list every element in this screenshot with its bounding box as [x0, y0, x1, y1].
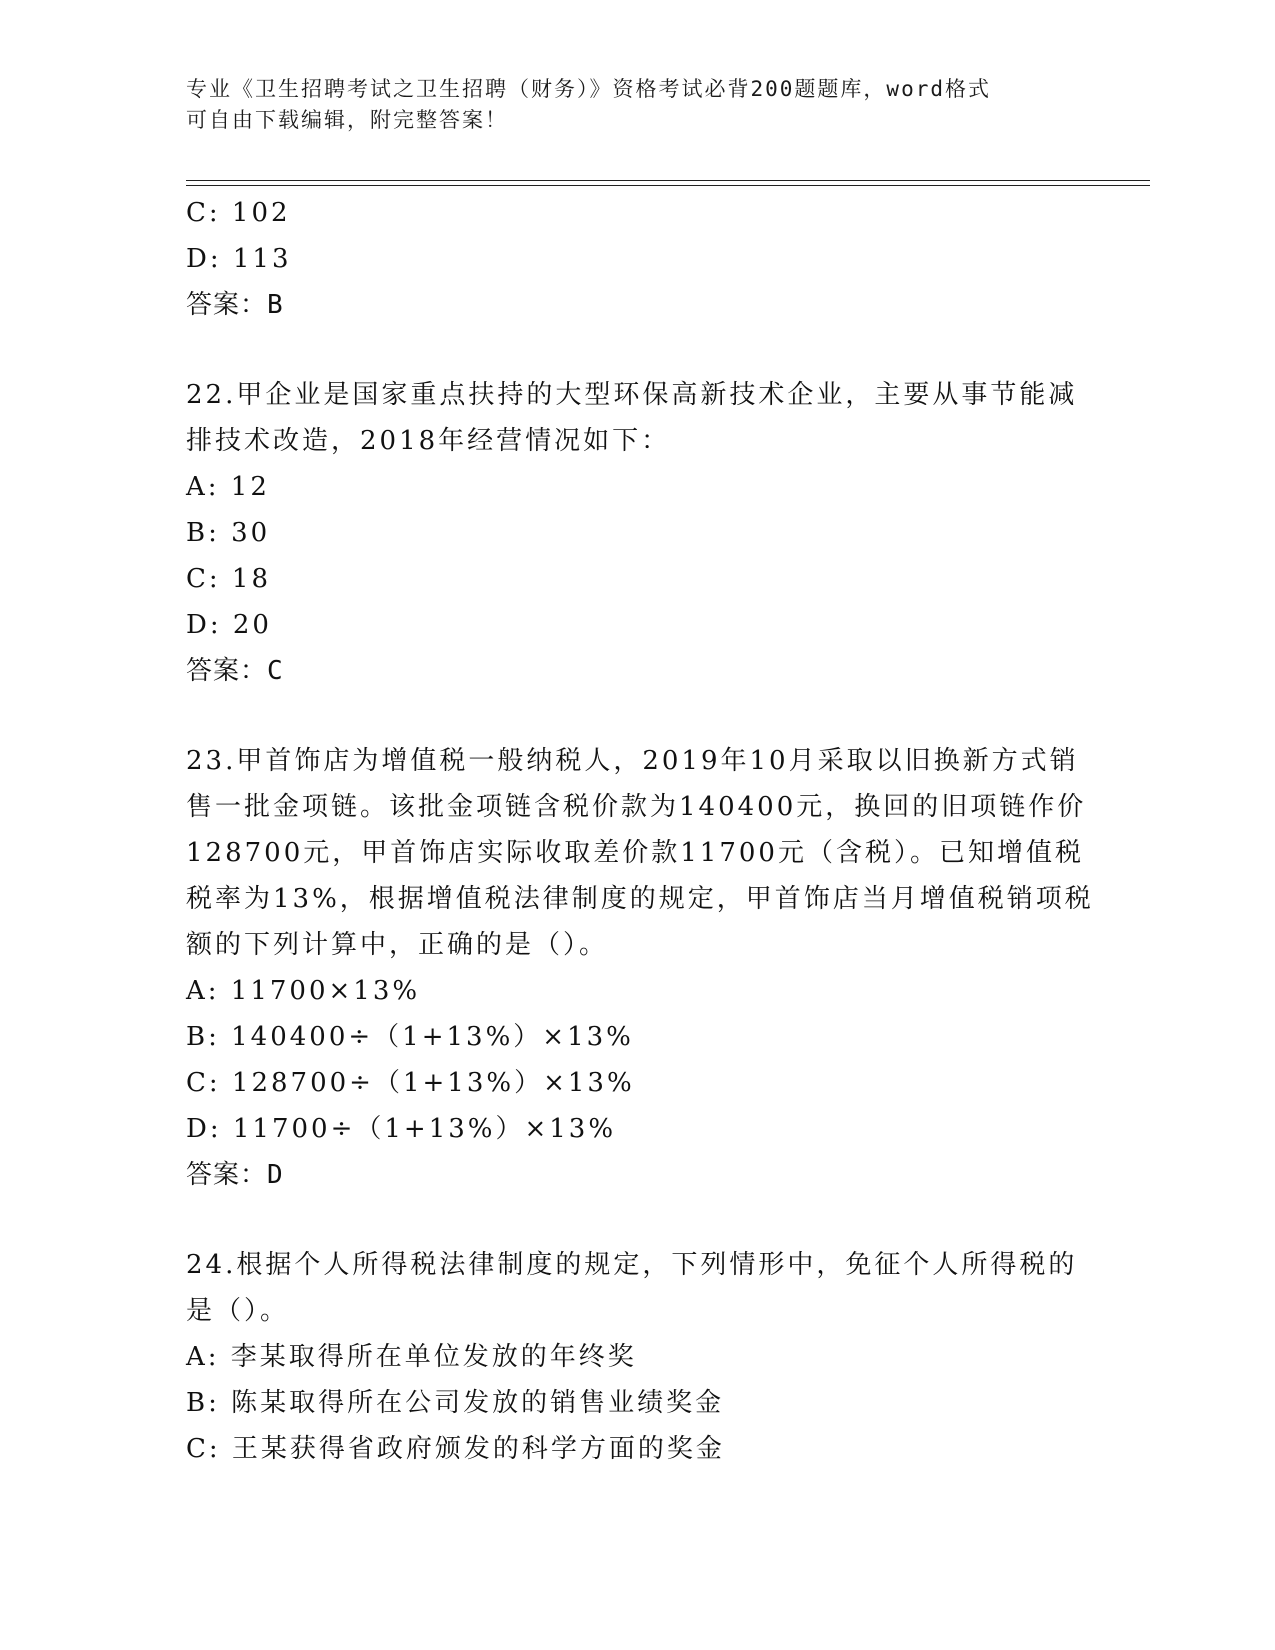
question-stem-line: 排技术改造，2018年经营情况如下：	[186, 426, 671, 456]
question-stem-line: 22.甲企业是国家重点扶持的大型环保高新技术企业，主要从事节能减	[186, 380, 1078, 410]
option-a: A: 李某取得所在单位发放的年终奖	[186, 1342, 637, 1372]
option-c: C: 王某获得省政府颁发的科学方面的奖金	[186, 1434, 725, 1464]
option-a: A: 12	[186, 472, 270, 502]
answer-line: 答案：C	[186, 656, 284, 686]
option-a: A: 11700×13%	[186, 976, 421, 1006]
question-stem-line: 24.根据个人所得税法律制度的规定，下列情形中，免征个人所得税的	[186, 1250, 1078, 1280]
question-stem-line: 税率为13%，根据增值税法律制度的规定，甲首饰店当月增值税销项税	[186, 884, 1094, 914]
spacer	[186, 1198, 1086, 1242]
option-c: C: 102	[186, 198, 291, 228]
answer-line: 答案：D	[186, 1160, 284, 1190]
question-stem-line: 售一批金项链。该批金项链含税价款为140400元，换回的旧项链作价	[186, 792, 1087, 822]
question-23	[186, 738, 1094, 1198]
option-b: B: 陈某取得所在公司发放的销售业绩奖金	[186, 1388, 725, 1418]
question-24	[186, 1242, 1086, 1472]
document-header	[186, 74, 1086, 136]
option-d: D: 20	[186, 610, 272, 640]
header-title-line-2: 可自由下载编辑，附完整答案！	[186, 108, 508, 132]
question-22	[186, 372, 1086, 694]
question-content	[186, 190, 1094, 1472]
spacer	[186, 328, 1086, 372]
question-stem-line: 128700元，甲首饰店实际收取差价款11700元（含税）。已知增值税	[186, 838, 1084, 868]
header-rule-bottom	[186, 185, 1150, 186]
option-d: D: 11700÷（1+13%）×13%	[186, 1114, 617, 1144]
header-title-line-1: 专业《卫生招聘考试之卫生招聘（财务）》资格考试必背200题题库，word格式	[186, 77, 991, 101]
question-stem-line: 额的下列计算中，正确的是（）。	[186, 930, 609, 960]
answer-line: 答案：B	[186, 290, 284, 320]
option-c: C: 18	[186, 564, 272, 594]
option-b: B: 30	[186, 518, 271, 548]
question-stem-line: 23.甲首饰店为增值税一般纳税人，2019年10月采取以旧换新方式销	[186, 746, 1079, 776]
option-c: C: 128700÷（1+13%）×13%	[186, 1068, 635, 1098]
option-b: B: 140400÷（1+13%）×13%	[186, 1022, 634, 1052]
question-stem-line: 是（）。	[186, 1296, 290, 1326]
option-d: D: 113	[186, 244, 292, 274]
spacer	[186, 694, 1086, 738]
header-rule-top	[186, 180, 1150, 181]
